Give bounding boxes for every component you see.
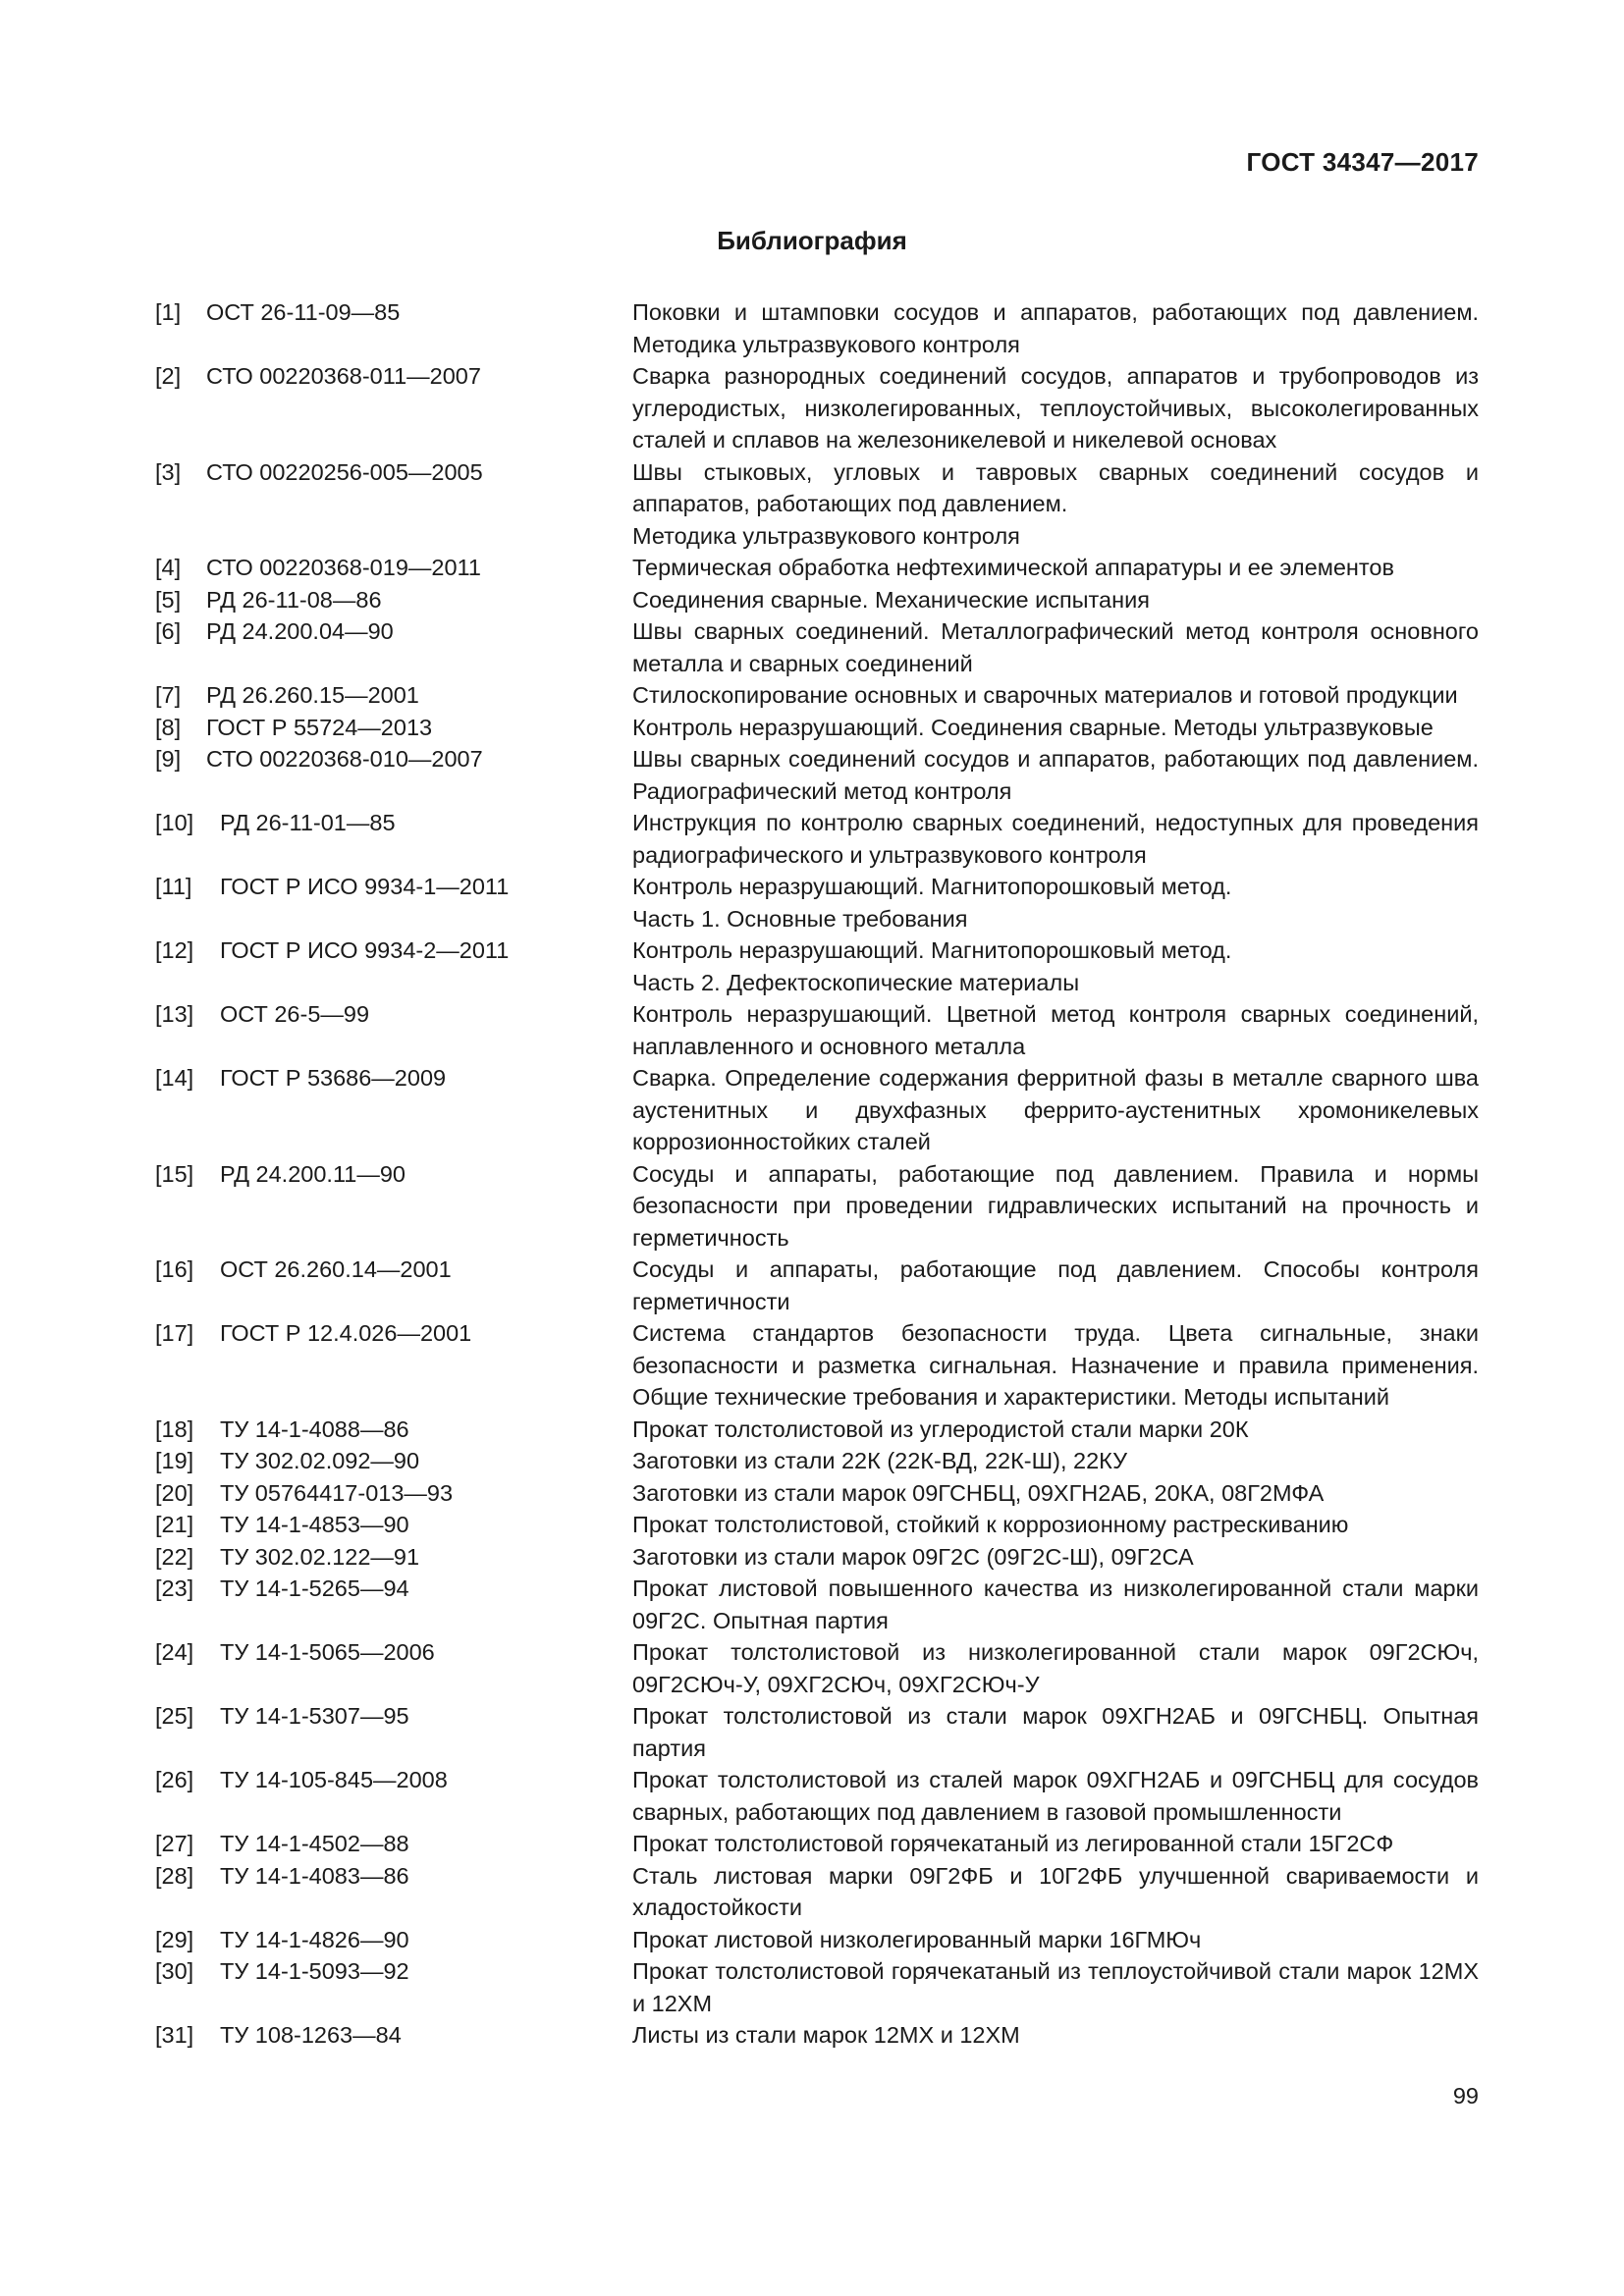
entry-reference: ТУ 14-1-4088—86: [220, 1415, 409, 1442]
entry-description: [632, 1955, 1479, 2019]
entry-description-line: Заготовки из стали марок 09ГСНБЦ, 09ХГН2АБ, 20КА, 08Г2МФА: [632, 1479, 1325, 1506]
entry-description-line: Прокат листовой повышенного качества из низколегированной стали марки 09Г2С. Опытная партия: [632, 1575, 1479, 1633]
entry-number: [20]: [155, 1479, 194, 1506]
entry-description-line: Прокат толстолистовой из сталей марок 09ХГН2АБ и 09ГСНБЦ для сосудов сварных, работающих под давлением в газовой промышленности: [632, 1767, 1479, 1825]
entry-reference: РД 26.260.15—2001: [206, 682, 419, 708]
bibliography-entry: [155, 1414, 1479, 1446]
entry-number: [15]: [155, 1160, 194, 1187]
entry-number: [9]: [155, 746, 182, 772]
entry-description-line: Прокат толстолистовой, стойкий к коррозионному растрескиванию: [632, 1512, 1349, 1537]
entry-description: [632, 743, 1479, 807]
bibliography-entry: [155, 1860, 1479, 1924]
entry-reference: СТО 00220256-005—2005: [206, 458, 483, 485]
entry-description: [632, 1062, 1479, 1158]
entry-description: [632, 1860, 1479, 1924]
entry-number: [16]: [155, 1256, 194, 1282]
entry-description-line: Прокат толстолистовой горячекатаный из теплоустойчивой стали марок 12МХ и 12ХМ: [632, 1958, 1479, 2016]
bibliography-entry: [155, 1254, 1479, 1317]
bibliography-entry: [155, 1541, 1479, 1574]
entry-reference: СТО 00220368-010—2007: [206, 746, 483, 772]
entry-description-line: Контроль неразрушающий. Цветной метод контроля сварных соединений, наплавленного и основного металла: [632, 1001, 1479, 1059]
bibliography-entry: [155, 456, 1479, 553]
bibliography-entry: [155, 2019, 1479, 2052]
entry-reference: ТУ 302.02.092—90: [220, 1448, 420, 1473]
entry-description-line: Контроль неразрушающий. Магнитопорошковый метод.: [632, 874, 1232, 899]
entry-reference: ТУ 14-1-5307—95: [220, 1703, 409, 1729]
entry-number: [6]: [155, 618, 182, 644]
entry-description: [632, 1924, 1479, 1956]
entry-description-line: Сталь листовая марки 09Г2ФБ и 10Г2ФБ улучшенной свариваемости и хладостойкости: [632, 1862, 1479, 1920]
bibliography-list: [155, 296, 1479, 2052]
entry-description: [632, 934, 1479, 998]
document-code: ГОСТ 34347—2017: [1246, 147, 1479, 177]
bibliography-entry: [155, 615, 1479, 679]
entry-number: [7]: [155, 682, 182, 708]
bibliography-entry: [155, 743, 1479, 807]
bibliography-entry: [155, 1573, 1479, 1636]
entry-description: [632, 1573, 1479, 1636]
entry-description: [632, 296, 1479, 360]
entry-number: [11]: [155, 874, 192, 899]
entry-description: [632, 1541, 1479, 1574]
entry-description: [632, 1317, 1479, 1414]
entry-description-line: Швы сварных соединений сосудов и аппаратов, работающих под давлением. Радиографический метод контроля: [632, 746, 1479, 804]
bibliography-entry: [155, 1477, 1479, 1510]
entry-reference: ТУ 14-1-4853—90: [220, 1512, 409, 1537]
entry-description: [632, 1414, 1479, 1446]
entry-description: [632, 1764, 1479, 1828]
entry-number: [4]: [155, 555, 182, 580]
entry-number: [19]: [155, 1448, 194, 1473]
entry-description-line: Инструкция по контролю сварных соединений, недоступных для проведения радиографического и ультразвукового контроля: [632, 810, 1479, 868]
section-title: Библиография: [717, 226, 907, 255]
entry-number: [26]: [155, 1767, 194, 1792]
bibliography-entry: [155, 296, 1479, 360]
entry-reference: РД 26-11-01—85: [220, 810, 396, 835]
entry-reference: ОСТ 26.260.14—2001: [220, 1256, 452, 1282]
entry-description-line: Сосуды и аппараты, работающие под давлением. Правила и нормы безопасности при проведении гидравлических испытаний на прочность и герметичность: [632, 1160, 1479, 1251]
entry-number: [29]: [155, 1926, 194, 1952]
entry-reference: РД 24.200.04—90: [206, 618, 394, 644]
entry-description: [632, 1254, 1479, 1317]
entry-number: [25]: [155, 1703, 194, 1729]
entry-reference: ТУ 14-1-5093—92: [220, 1958, 409, 1984]
entry-description: [632, 712, 1479, 744]
entry-reference: ТУ 14-1-5065—2006: [220, 1639, 435, 1665]
entry-description-line: Поковки и штамповки сосудов и аппаратов, работающих под давлением. Методика ультразвукового контроля: [632, 299, 1479, 357]
entry-reference: ТУ 05764417-013—93: [220, 1479, 454, 1506]
entry-description: [632, 807, 1479, 871]
entry-description-line: Прокат толстолистовой из низколегированной стали марок 09Г2СЮч, 09Г2СЮч-У, 09ХГ2СЮч, 09ХГ2СЮч-У: [632, 1639, 1479, 1697]
entry-description-line: Швы стыковых, угловых и тавровых сварных соединений сосудов и аппаратов, работающих под давлением.: [632, 458, 1479, 516]
entry-description: [632, 871, 1479, 934]
entry-description-line: Прокат толстолистовой горячекатаный из легированной стали 15Г2СФ: [632, 1831, 1394, 1856]
bibliography-entry: [155, 1828, 1479, 1860]
entry-description-line: Швы сварных соединений. Металлографический метод контроля основного металла и сварных соединений: [632, 618, 1479, 676]
bibliography-entry: [155, 1924, 1479, 1956]
bibliography-entry: [155, 360, 1479, 456]
entry-number: [30]: [155, 1958, 194, 1984]
entry-description-line: Контроль неразрушающий. Соединения сварные. Методы ультразвуковые: [632, 714, 1434, 740]
entry-description: [632, 1158, 1479, 1255]
entry-description: [632, 1636, 1479, 1700]
bibliography-entry: [155, 1764, 1479, 1828]
entry-description-line: Листы из стали марок 12МХ и 12ХМ: [632, 2022, 1020, 2048]
entry-reference: ТУ 302.02.122—91: [220, 1543, 420, 1570]
bibliography-entry: [155, 934, 1479, 998]
entry-reference: ТУ 14-105-845—2008: [220, 1767, 448, 1792]
entry-description-line: Методика ультразвукового контроля: [632, 522, 1020, 549]
entry-number: [17]: [155, 1320, 194, 1346]
entry-description: [632, 1445, 1479, 1477]
entry-number: [10]: [155, 810, 194, 835]
entry-number: [2]: [155, 363, 182, 389]
entry-description-line: Контроль неразрушающий. Магнитопорошковый метод.: [632, 937, 1232, 963]
entry-reference: ОСТ 26-5—99: [220, 1001, 370, 1027]
entry-description-line: Прокат листовой низколегированный марки 16ГМЮч: [632, 1926, 1202, 1952]
entry-reference: СТО 00220368-019—2011: [206, 555, 481, 580]
entry-description: [632, 360, 1479, 456]
bibliography-entry: [155, 1062, 1479, 1158]
entry-number: [18]: [155, 1415, 194, 1442]
entry-number: [8]: [155, 714, 182, 740]
entry-description-line: Часть 1. Основные требования: [632, 905, 968, 932]
entry-number: [21]: [155, 1512, 194, 1537]
bibliography-entry: [155, 1317, 1479, 1414]
entry-number: [12]: [155, 937, 194, 963]
entry-description: [632, 1509, 1479, 1541]
entry-description: [632, 552, 1479, 584]
entry-reference: ТУ 14-1-4083—86: [220, 1862, 409, 1889]
entry-number: [28]: [155, 1862, 194, 1889]
bibliography-entry: [155, 679, 1479, 712]
bibliography-entry: [155, 1158, 1479, 1255]
entry-reference: ТУ 14-1-4826—90: [220, 1926, 409, 1952]
entry-reference: СТО 00220368-011—2007: [206, 363, 481, 389]
entry-description: [632, 679, 1479, 712]
entry-reference: ГОСТ Р 55724—2013: [206, 714, 433, 740]
entry-number: [23]: [155, 1575, 194, 1601]
bibliography-entry: [155, 871, 1479, 934]
entry-description-line: Прокат толстолистовой из углеродистой стали марки 20К: [632, 1415, 1249, 1442]
entry-description: [632, 615, 1479, 679]
entry-description-line: Часть 2. Дефектоскопические материалы: [632, 969, 1080, 995]
entry-description-line: Сварка разнородных соединений сосудов, аппаратов и трубопроводов из углеродистых, низколегированных, теплоустойчивых, высоколегированных сталей и сплавов на железоникелевой и никелевой основах: [632, 363, 1479, 453]
bibliography-entry: [155, 1509, 1479, 1541]
bibliography-entry: [155, 712, 1479, 744]
entry-description-line: Сварка. Определение содержания ферритной фазы в металле сварного шва аустенитных и двухфазных феррито-аустенитных хромоникелевых коррозионностойких сталей: [632, 1065, 1479, 1154]
bibliography-entry: [155, 552, 1479, 584]
page-number: 99: [1452, 2083, 1479, 2109]
entry-number: [24]: [155, 1639, 194, 1665]
entry-description-line: Соединения сварные. Механические испытания: [632, 586, 1150, 613]
entry-number: [5]: [155, 586, 182, 613]
bibliography-entry: [155, 584, 1479, 616]
entry-description-line: Сосуды и аппараты, работающие под давлением. Способы контроля герметичности: [632, 1256, 1479, 1314]
entry-reference: РД 26-11-08—86: [206, 586, 382, 613]
bibliography-entry: [155, 807, 1479, 871]
entry-description: [632, 1477, 1479, 1510]
entry-reference: ГОСТ Р ИСО 9934-1—2011: [220, 874, 510, 899]
entry-description: [632, 998, 1479, 1062]
entry-description-line: Заготовки из стали 22К (22К-ВД, 22К-Ш), 22КУ: [632, 1448, 1128, 1473]
entry-description-line: Прокат толстолистовой из стали марок 09ХГН2АБ и 09ГСНБЦ. Опытная партия: [632, 1703, 1479, 1761]
entry-reference: ГОСТ Р 12.4.026—2001: [220, 1320, 472, 1346]
bibliography-entry: [155, 1700, 1479, 1764]
entry-reference: ТУ 108-1263—84: [220, 2022, 402, 2048]
entry-reference: ТУ 14-1-4502—88: [220, 1831, 409, 1856]
entry-description: [632, 584, 1479, 616]
entry-number: [3]: [155, 458, 182, 485]
entry-number: [27]: [155, 1831, 194, 1856]
entry-number: [1]: [155, 299, 182, 325]
entry-number: [14]: [155, 1065, 194, 1091]
entry-reference: ОСТ 26-11-09—85: [206, 299, 401, 325]
bibliography-entry: [155, 998, 1479, 1062]
entry-description-line: Стилоскопирование основных и сварочных материалов и готовой продукции: [632, 682, 1458, 708]
entry-description-line: Термическая обработка нефтехимической аппаратуры и ее элементов: [632, 555, 1394, 580]
entry-reference: ГОСТ Р 53686—2009: [220, 1065, 447, 1091]
entry-description-line: Заготовки из стали марок 09Г2С (09Г2С-Ш), 09Г2СА: [632, 1543, 1194, 1570]
entry-number: [22]: [155, 1543, 194, 1570]
entry-description: [632, 2019, 1479, 2052]
entry-reference: ГОСТ Р ИСО 9934-2—2011: [220, 937, 510, 963]
bibliography-entry: [155, 1636, 1479, 1700]
bibliography-entry: [155, 1445, 1479, 1477]
bibliography-entry: [155, 1955, 1479, 2019]
entry-description: [632, 1700, 1479, 1764]
entry-reference: РД 24.200.11—90: [220, 1160, 406, 1187]
entry-reference: ТУ 14-1-5265—94: [220, 1575, 409, 1601]
entry-description: [632, 456, 1479, 553]
entry-number: [31]: [155, 2022, 194, 2048]
entry-description: [632, 1828, 1479, 1860]
entry-description-line: Система стандартов безопасности труда. Цвета сигнальные, знаки безопасности и разметка сигнальная. Назначение и правила применения. Общие технические требования и характеристики. Методы испытаний: [632, 1320, 1479, 1410]
entry-number: [13]: [155, 1001, 194, 1027]
